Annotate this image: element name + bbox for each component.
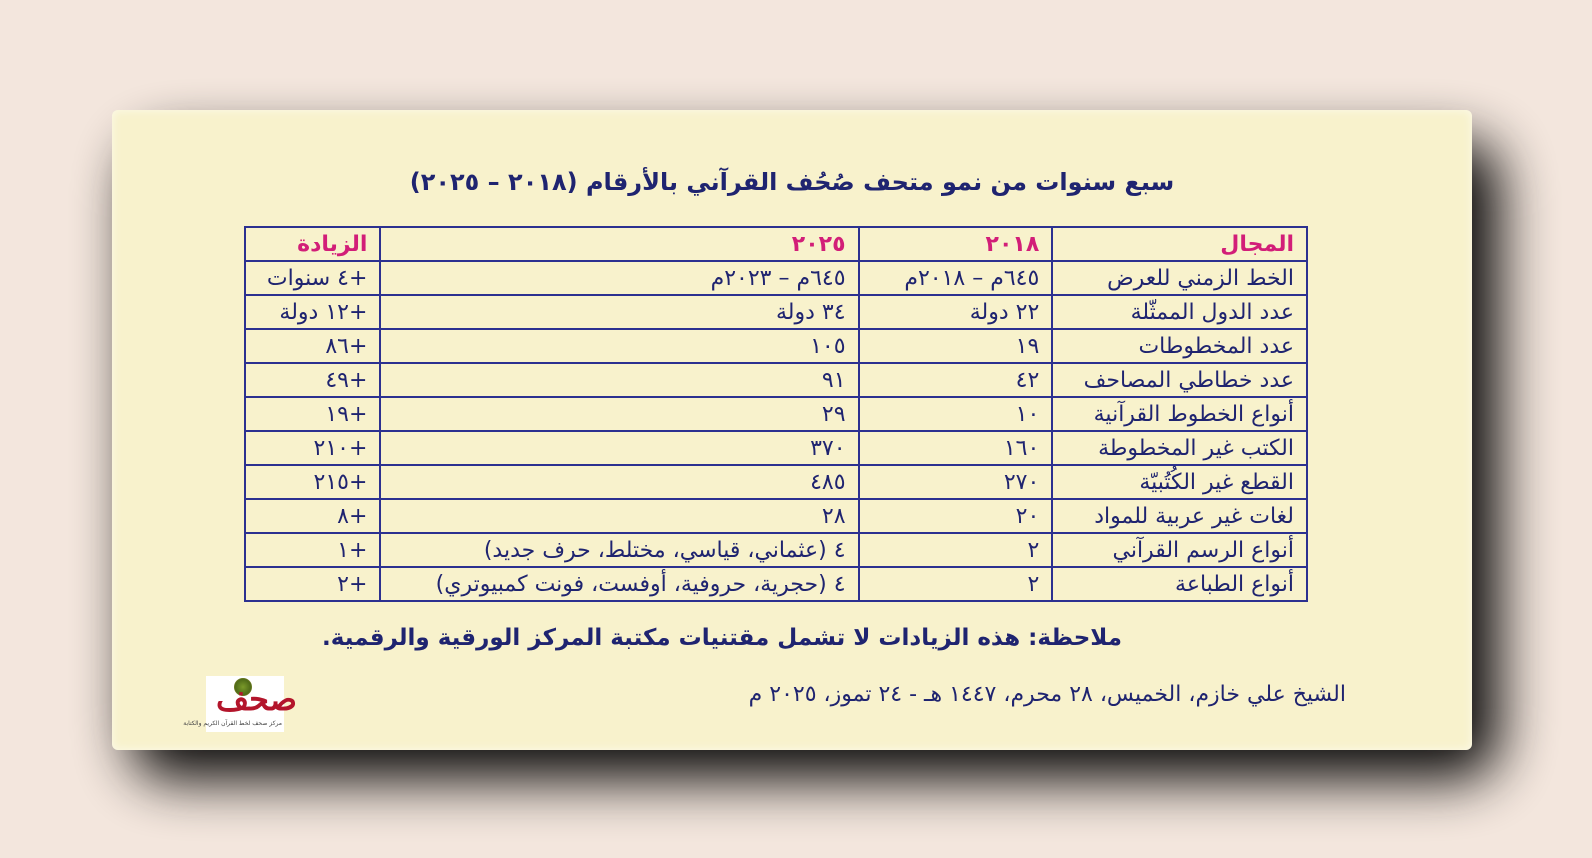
cell-field: أنواع الرسم القرآني — [1052, 533, 1307, 567]
cell-increase: +١ — [245, 533, 380, 567]
signature-line: الشيخ علي خازم، الخميس، ٢٨ محرم، ١٤٤٧ هـ - ٢٤ تموز، ٢٠٢٥ م — [748, 682, 1346, 707]
info-card — [112, 110, 1472, 750]
table-row — [245, 397, 1307, 431]
cell-2025: ٩١ — [380, 363, 858, 397]
cell-2025: ٤٨٥ — [380, 465, 858, 499]
cell-increase: +١٩ — [245, 397, 380, 431]
cell-field: القطع غير الكُتُبيّة — [1052, 465, 1307, 499]
cell-2018: ٢٢ دولة — [859, 295, 1053, 329]
cell-2025: ٢٨ — [380, 499, 858, 533]
cell-field: أنواع الطباعة — [1052, 567, 1307, 601]
table-row — [245, 261, 1307, 295]
cell-2018: ١٦٠ — [859, 431, 1053, 465]
cell-increase: +٢١٥ — [245, 465, 380, 499]
cell-field: الخط الزمني للعرض — [1052, 261, 1307, 295]
logo — [183, 676, 297, 732]
table-body — [245, 261, 1307, 601]
cell-increase: +٨٦ — [245, 329, 380, 363]
header-increase: الزيادة — [245, 227, 380, 261]
cell-field: لغات غير عربية للمواد — [1052, 499, 1307, 533]
table-row — [245, 329, 1307, 363]
cell-increase: +٤٩ — [245, 363, 380, 397]
cell-increase: +٢ — [245, 567, 380, 601]
table-header-row — [245, 227, 1307, 261]
footnote: ملاحظة: هذه الزيادات لا تشمل مقتنيات مكتبة المركز الورقية والرقمية. — [322, 625, 1122, 651]
cell-2018: ٢ — [859, 533, 1053, 567]
cell-increase: +٤ سنوات — [245, 261, 380, 295]
header-field: المجال — [1052, 227, 1307, 261]
cell-2018: ٢ — [859, 567, 1053, 601]
cell-2018: ١٠ — [859, 397, 1053, 431]
cell-field: عدد خطاطي المصاحف — [1052, 363, 1307, 397]
page-title: سبع سنوات من نمو متحف صُحُف القرآني بالأرقام (٢٠١٨ – ٢٠٢٥) — [409, 168, 1175, 196]
table-row — [245, 363, 1307, 397]
cell-2018: ٦٤٥م – ٢٠١٨م — [859, 261, 1053, 295]
cell-field: أنواع الخطوط القرآنية — [1052, 397, 1307, 431]
header-2025: ٢٠٢٥ — [380, 227, 858, 261]
table-row — [245, 499, 1307, 533]
cell-2025: ٢٩ — [380, 397, 858, 431]
cell-increase: +٢١٠ — [245, 431, 380, 465]
cell-field: عدد المخطوطات — [1052, 329, 1307, 363]
table-row — [245, 431, 1307, 465]
cell-2025: ٤ (عثماني، قياسي، مختلط، حرف جديد) — [380, 533, 858, 567]
table-row — [245, 295, 1307, 329]
table-row — [245, 567, 1307, 601]
cell-field: عدد الدول الممثّلة — [1052, 295, 1307, 329]
cell-increase: +١٢ دولة — [245, 295, 380, 329]
cell-2025: ٦٤٥م – ٢٠٢٣م — [380, 261, 858, 295]
table-row — [245, 465, 1307, 499]
table-row — [245, 533, 1307, 567]
cell-2018: ٢٠ — [859, 499, 1053, 533]
cell-2025: ٤ (حجرية، حروفية، أوفست، فونت كمبيوتري) — [380, 567, 858, 601]
cell-2025: ٣٤ دولة — [380, 295, 858, 329]
cell-2025: ٣٧٠ — [380, 431, 858, 465]
logo-subtitle: مركز صحف لخط القرآن الكريم والكتابة — [183, 720, 282, 727]
cell-2018: ٢٧٠ — [859, 465, 1053, 499]
cell-2018: ١٩ — [859, 329, 1053, 363]
logo-name: صحف — [216, 680, 297, 718]
cell-field: الكتب غير المخطوطة — [1052, 431, 1307, 465]
cell-increase: +٨ — [245, 499, 380, 533]
cell-2025: ١٠٥ — [380, 329, 858, 363]
stats-table — [244, 226, 1308, 602]
header-2018: ٢٠١٨ — [859, 227, 1053, 261]
cell-2018: ٤٢ — [859, 363, 1053, 397]
